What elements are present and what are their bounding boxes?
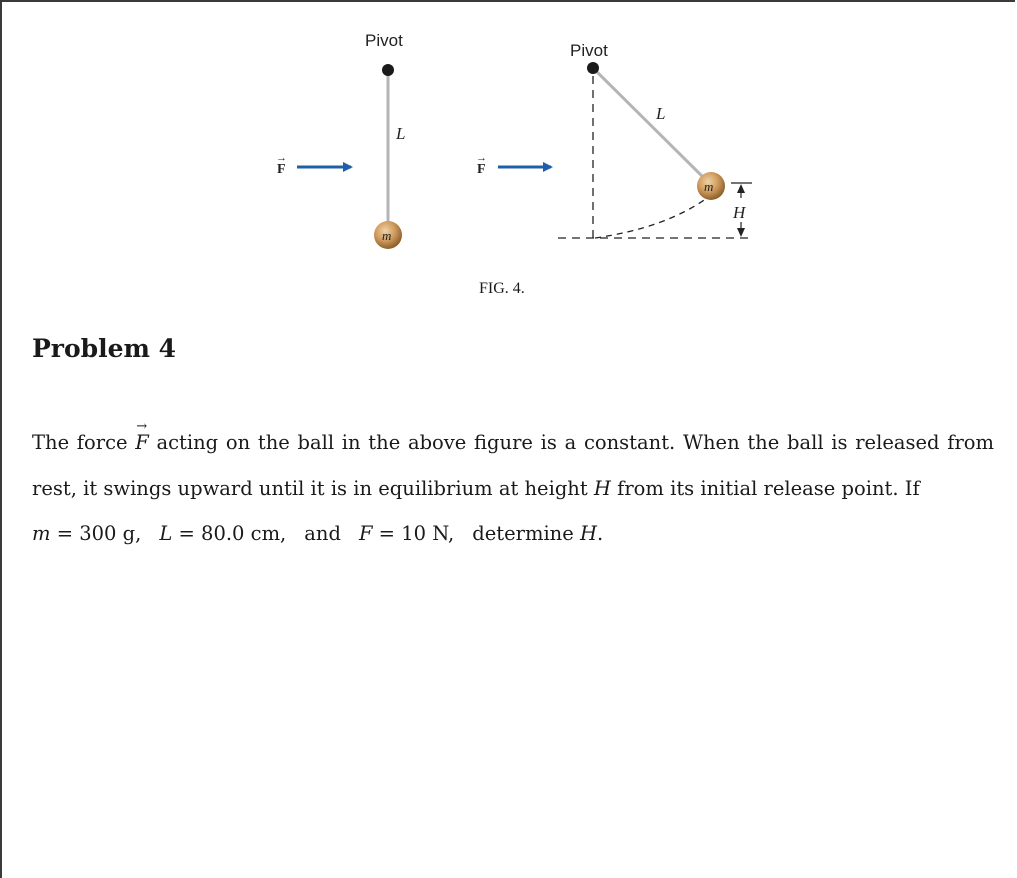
l-value: = 80.0 cm, [172,522,287,545]
text-part-1: The force [32,431,136,454]
var-l: L [159,522,173,545]
left-mass-label: m [382,228,392,243]
period: . [597,522,604,545]
text-part-3: from its initial release point. If [610,476,920,500]
force-vector-symbol: → F [135,420,149,466]
var-h: H [593,476,611,500]
var-m: m [32,522,51,545]
height-label: H [733,203,746,222]
var-f: F [358,522,373,545]
right-pivot-point [587,62,599,74]
right-length-label: L [656,104,666,123]
left-force-vector-arrow: → [276,152,287,164]
right-force-vector-arrow: → [476,152,487,164]
height-arrow-up [737,184,745,193]
and-word: and [304,522,341,545]
right-rod [593,68,706,180]
left-pivot-label: Pivot [365,31,403,50]
right-force-label: F [477,162,486,177]
right-pivot-label: Pivot [570,41,608,60]
text-part-2: acting on the ball in the above figure is a constant. When the ball is released from rest, it swings upward until it is in equilibrium at height [32,431,994,500]
determine-word: determine [472,522,580,545]
left-length-label: L [396,124,406,143]
var-h-2: H [579,522,597,545]
m-value: = 300 g, [50,522,142,545]
height-arrow-down [737,228,745,237]
pendulum-figure [0,0,1017,320]
swing-arc [595,198,707,238]
figure-caption: FIG. 4. [479,280,525,297]
f-value: = 10 N, [372,522,455,545]
problem-title: Problem 4 [32,334,177,363]
right-mass-label: m [704,179,714,194]
left-pivot-point [382,64,394,76]
left-force-label: F [277,162,286,177]
problem-statement [32,420,994,557]
